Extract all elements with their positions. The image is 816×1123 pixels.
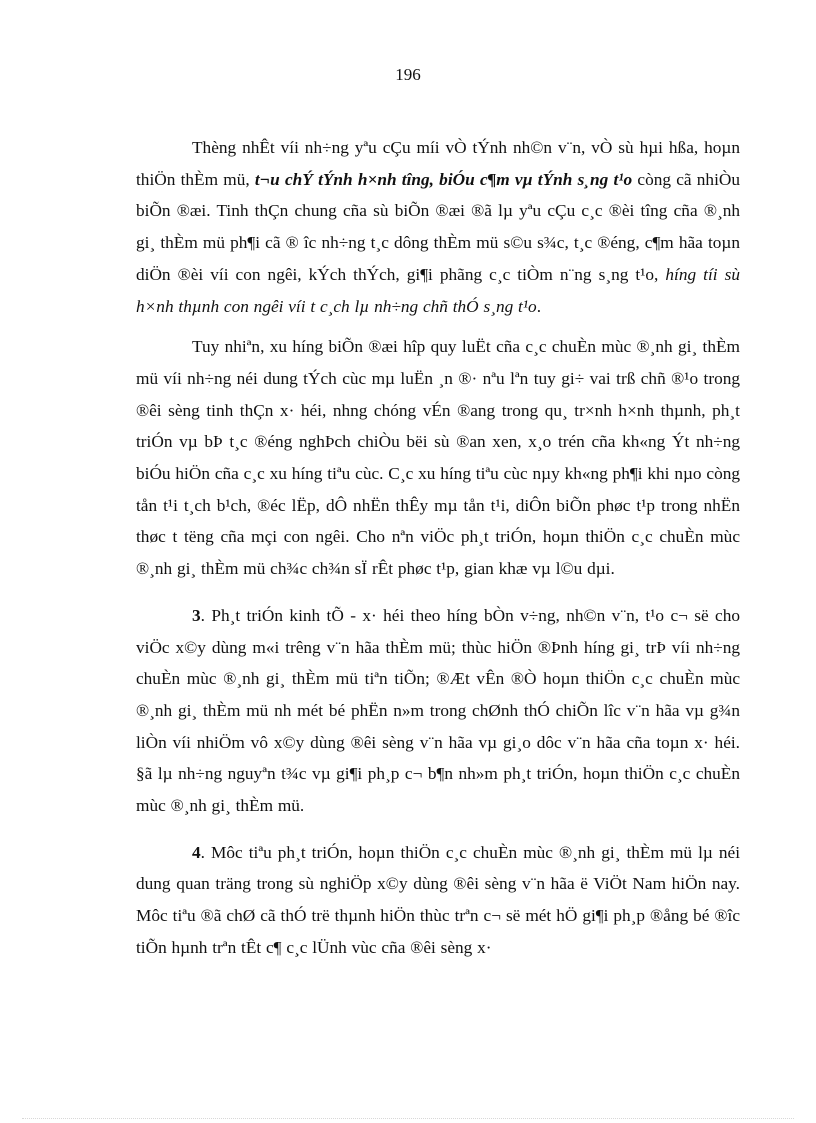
paragraph-4-number: 4 — [192, 842, 201, 862]
paragraph-1-text-e: . — [536, 296, 542, 316]
paragraph-1-italic: híng tíi sù h×nh thµnh con ngêi víi t c¸ch lµ nh÷ng chñ thÓ s¸ng t¹o — [136, 264, 740, 316]
paragraph-1-text-a: Thèng nhÊt víi nh÷ng yªu cÇu míi vÒ tÝnh nh©n v¨n, vÒ sù hµi hßa, hoµn thiÖn thÈm mü, — [136, 138, 740, 189]
paragraph-4 — [136, 837, 740, 964]
paragraph-3 — [136, 600, 740, 822]
paragraph-1-text-c: còng cã nhiÒu biÕn ®æi. Tinh thÇn chung cña sù biÕn ®æi ®ã lµ yªu cÇu c¸c ®èi tîng cña ®¸nh gi¸ thÈm mü ph¶i cã ® îc nh÷ng t¸c dông thÈm mü s©u s¾c, t¸c ®éng, c¶m hãa toµn diÖn ®èi víi con ngêi, kÝch thÝch, gi¶i phãng c¸c tiÒm n¨ng s¸ng t¹o, — [136, 169, 740, 284]
paragraph-2: Tuy nhiªn, xu híng biÕn ®æi hîp quy luËt cña c¸c chuÈn mùc ®¸nh gi¸ thÈm mü víi nh÷ng néi dung tÝch cùc mµ luËn ¸n ®· nªu lªn tuy gi÷ vai trß chñ ®¹o trong ®êi sèng tinh thÇn x· héi, nhng chóng vÉn ®ang trong qu¸ tr×nh h×nh thµnh, ph¸t triÓn vµ bÞ t¸c ®éng nghÞch chiÒu bëi sù ®an xen, x¸o trén cña kh«ng Ýt nh÷ng biÓu hiÖn cña c¸c xu híng tiªu cùc. C¸c xu híng tiªu cùc nµy kh«ng ph¶i khi nµo còng tån t¹i t¸ch b¹ch, ®éc lËp, dÔ nhËn thÊy mµ tån t¹i, diÔn biÕn phøc t¹p trong nhËn thøc t tëng cña mçi con ngêi. Cho nªn viÖc ph¸t triÓn, hoµn thiÖn c¸c chuÈn mùc ®¸nh gi¸ thÈm mü ch¾c ch¾n sÏ rÊt phøc t¹p, gian khæ vµ l©u dµi. — [136, 337, 740, 579]
paragraph-1 — [136, 132, 740, 322]
page-body — [136, 132, 740, 979]
paragraph-3-text: . Ph¸t triÓn kinh tÕ - x· héi theo híng bÒn v÷ng, nh©n v¨n, t¹o c¬ së cho viÖc x©y dùng m«i trêng v¨n hãa thÈm mü; thùc hiÖn ®Þnh híng gi¸ trÞ víi nh÷ng chuÈn mùc ®¸nh gi¸ thÈm mü tiªn tiÕn; ®Æt vÊn ®Ò hoµn thiÖn c¸c chuÈn mùc ®¸nh gi¸ thÈm mü nh mét bé phËn n»m trong chØnh thÓ chiÕn lîc v¨n hãa vµ g¾n liÒn víi nhiÖm vô x©y dùng ®êi sèng v¨n hãa vµ gi¸o dôc v¨n hãa cña toµn x· héi. §ã lµ nh÷ng nguyªn t¾c vµ gi¶i ph¸p c¬ b¶n nh»m ph¸t triÓn, hoµn thiÖn c¸c chuÈn mùc ®¸nh gi¸ thÈm mü. — [136, 605, 740, 816]
paragraph-3-number: 3 — [192, 605, 201, 625]
paragraph-4-text: . Môc tiªu ph¸t triÓn, hoµn thiÖn c¸c chuÈn mùc ®¸nh gi¸ thÈm mü lµ néi dung quan träng trong sù nghiÖp x©y dùng ®êi sèng v¨n hãa ë ViÖt Nam hiÖn nay. Môc tiªu ®ã chØ cã thÓ trë thµnh hiÖn thùc trªn c¬ së mét hÖ gi¶i ph¸p ®ång bé ®îc tiÕn hµnh trªn tÊt c¶ c¸c lÜnh vùc cña ®êi sèng x· — [136, 842, 740, 957]
page-number: 196 — [395, 65, 421, 84]
paragraph-1-emphasis: t¬u chÝ tÝnh h×nh tîng, biÓu c¶m vµ tÝnh s¸ng t¹o — [254, 169, 633, 189]
page-bottom-divider — [22, 1118, 794, 1119]
